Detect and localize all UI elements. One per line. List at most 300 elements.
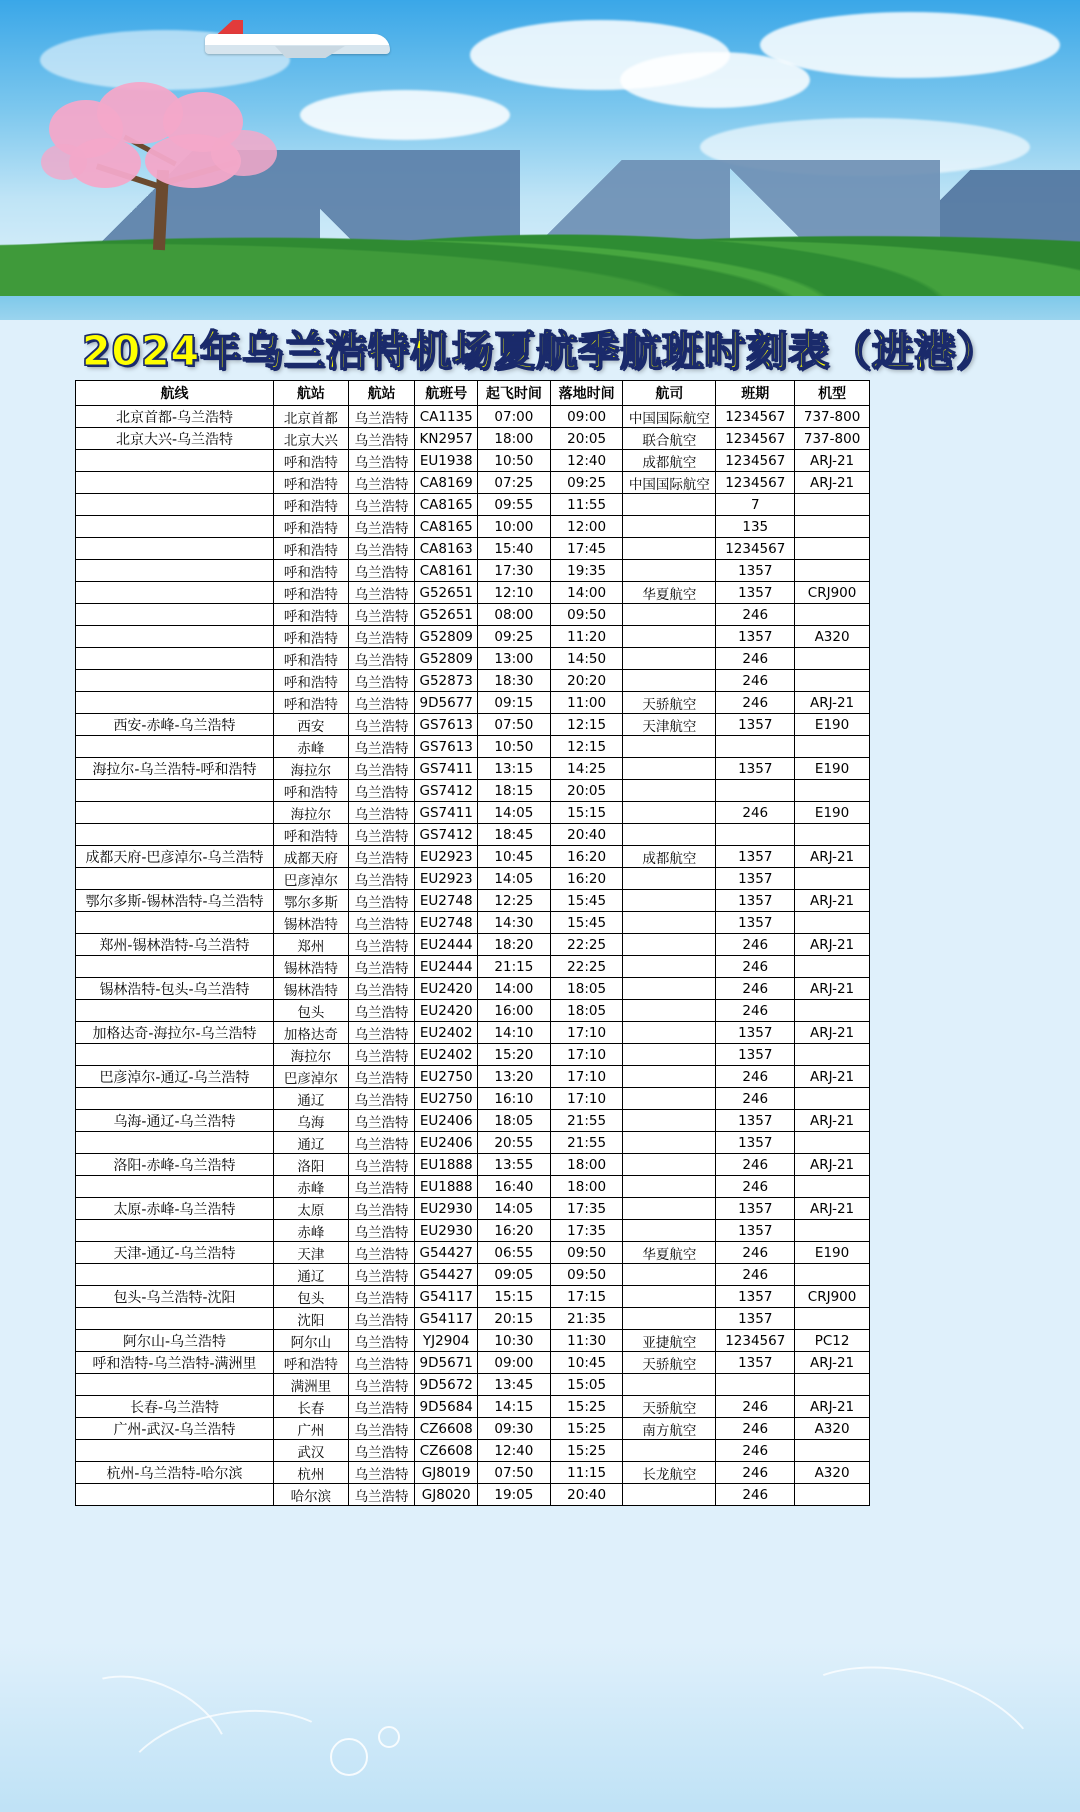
table-row [76,1154,870,1176]
cell-arrival: 09:50 [550,1264,623,1286]
cell-arrival: 09:50 [550,1242,623,1264]
column-header-airline: 航司 [623,381,716,406]
cell-flight-no: EU2923 [415,868,478,890]
cell-departure: 15:15 [478,1286,551,1308]
cell-days: 246 [716,1264,795,1286]
cell-flight-no: KN2957 [415,428,478,450]
cell-flight-no: 9D5684 [415,1396,478,1418]
cell-destination: 乌兰浩特 [348,582,415,604]
cell-aircraft [795,1044,870,1066]
cell-destination: 乌兰浩特 [348,780,415,802]
table-row [76,714,870,736]
cell-route: 巴彦淖尔-通辽-乌兰浩特 [76,1066,274,1088]
cell-route: 郑州-锡林浩特-乌兰浩特 [76,934,274,956]
table-row [76,1484,870,1506]
cell-origin: 天津 [273,1242,348,1264]
cell-destination: 乌兰浩特 [348,1264,415,1286]
cell-aircraft [795,604,870,626]
cell-days: 135 [716,516,795,538]
table-row [76,934,870,956]
cell-origin: 杭州 [273,1462,348,1484]
cell-aircraft [795,516,870,538]
cell-arrival: 14:00 [550,582,623,604]
cell-airline [623,1374,716,1396]
cell-arrival: 15:45 [550,890,623,912]
cell-aircraft: PC12 [795,1330,870,1352]
cell-flight-no: GJ8019 [415,1462,478,1484]
cell-aircraft: ARJ-21 [795,1154,870,1176]
cell-origin: 呼和浩特 [273,626,348,648]
table-row [76,846,870,868]
cell-airline [623,736,716,758]
cell-origin: 巴彦淖尔 [273,868,348,890]
cell-days: 246 [716,1066,795,1088]
cell-aircraft: E190 [795,714,870,736]
cell-route [76,560,274,582]
cell-origin: 北京首都 [273,406,348,428]
cell-aircraft [795,1484,870,1506]
table-row [76,428,870,450]
cell-route [76,824,274,846]
cell-days: 246 [716,934,795,956]
cell-aircraft [795,1374,870,1396]
cell-departure: 20:55 [478,1132,551,1154]
cell-arrival: 15:25 [550,1418,623,1440]
cell-destination: 乌兰浩特 [348,1044,415,1066]
bubble-shape [378,1726,400,1748]
cell-origin: 呼和浩特 [273,560,348,582]
cell-flight-no: EU2402 [415,1044,478,1066]
cell-flight-no: CA8169 [415,472,478,494]
cell-aircraft: ARJ-21 [795,1396,870,1418]
cell-aircraft [795,1176,870,1198]
cell-days: 246 [716,1000,795,1022]
cell-departure: 14:30 [478,912,551,934]
cell-departure: 09:15 [478,692,551,714]
cell-origin: 西安 [273,714,348,736]
cell-days: 1357 [716,1132,795,1154]
cell-destination: 乌兰浩特 [348,516,415,538]
cell-departure: 13:15 [478,758,551,780]
cell-departure: 21:15 [478,956,551,978]
cell-aircraft: ARJ-21 [795,846,870,868]
cell-departure: 15:20 [478,1044,551,1066]
cell-route [76,516,274,538]
cell-departure: 10:50 [478,450,551,472]
cell-route [76,956,274,978]
table-row [76,604,870,626]
cell-destination: 乌兰浩特 [348,934,415,956]
cell-route [76,1132,274,1154]
cell-route [76,1176,274,1198]
cell-flight-no: EU2750 [415,1066,478,1088]
cell-departure: 08:00 [478,604,551,626]
cell-route [76,670,274,692]
table-row [76,1264,870,1286]
cell-route [76,1374,274,1396]
cell-origin: 赤峰 [273,1220,348,1242]
cell-aircraft: ARJ-21 [795,692,870,714]
cell-airline [623,1286,716,1308]
cell-departure: 07:50 [478,714,551,736]
cell-origin: 呼和浩特 [273,780,348,802]
cell-aircraft [795,538,870,560]
cell-days: 246 [716,956,795,978]
cell-flight-no: EU2930 [415,1198,478,1220]
cell-arrival: 17:45 [550,538,623,560]
cell-destination: 乌兰浩特 [348,494,415,516]
cell-departure: 13:55 [478,1154,551,1176]
cell-aircraft: CRJ900 [795,1286,870,1308]
cell-flight-no: G54117 [415,1286,478,1308]
cell-airline: 天骄航空 [623,1352,716,1374]
table-row [76,516,870,538]
cell-origin: 成都天府 [273,846,348,868]
cell-route: 天津-通辽-乌兰浩特 [76,1242,274,1264]
cell-arrival: 09:25 [550,472,623,494]
cell-destination: 乌兰浩特 [348,802,415,824]
cell-route [76,1440,274,1462]
cell-arrival: 11:55 [550,494,623,516]
cell-aircraft [795,1132,870,1154]
cell-flight-no: G52809 [415,626,478,648]
cell-origin: 加格达奇 [273,1022,348,1044]
cell-route: 包头-乌兰浩特-沈阳 [76,1286,274,1308]
cell-flight-no: EU2930 [415,1220,478,1242]
cell-flight-no: EU2444 [415,934,478,956]
cell-departure: 09:00 [478,1352,551,1374]
cell-origin: 通辽 [273,1088,348,1110]
cell-flight-no: CZ6608 [415,1418,478,1440]
cell-aircraft: E190 [795,1242,870,1264]
table-row [76,582,870,604]
cell-origin: 哈尔滨 [273,1484,348,1506]
cell-arrival: 20:05 [550,780,623,802]
cell-arrival: 11:20 [550,626,623,648]
table-row [76,1396,870,1418]
cell-route [76,780,274,802]
cell-airline: 天骄航空 [623,1396,716,1418]
cell-destination: 乌兰浩特 [348,670,415,692]
cell-departure: 10:50 [478,736,551,758]
cell-flight-no: CA8165 [415,516,478,538]
cell-route: 洛阳-赤峰-乌兰浩特 [76,1154,274,1176]
cell-destination: 乌兰浩特 [348,406,415,428]
lake-water [0,296,1080,320]
cell-departure: 14:05 [478,802,551,824]
cell-route [76,1264,274,1286]
cell-route [76,1000,274,1022]
cell-origin: 通辽 [273,1132,348,1154]
cell-aircraft: ARJ-21 [795,1022,870,1044]
cell-arrival: 17:10 [550,1022,623,1044]
cell-arrival: 09:00 [550,406,623,428]
table-row [76,1110,870,1132]
cell-airline: 亚捷航空 [623,1330,716,1352]
cell-origin: 呼和浩特 [273,670,348,692]
column-header-aircraft: 机型 [795,381,870,406]
cell-arrival: 16:20 [550,846,623,868]
cell-aircraft [795,1000,870,1022]
cell-flight-no: EU2420 [415,1000,478,1022]
cell-arrival: 22:25 [550,934,623,956]
cell-arrival: 18:05 [550,1000,623,1022]
cell-destination: 乌兰浩特 [348,1066,415,1088]
cell-flight-no: EU2406 [415,1110,478,1132]
cell-departure: 20:15 [478,1308,551,1330]
cell-days: 246 [716,1176,795,1198]
cell-origin: 北京大兴 [273,428,348,450]
cell-airline [623,1440,716,1462]
cell-origin: 沈阳 [273,1308,348,1330]
cell-airline: 南方航空 [623,1418,716,1440]
cell-flight-no: G52873 [415,670,478,692]
cell-aircraft [795,494,870,516]
cell-airline [623,1110,716,1132]
cell-aircraft: E190 [795,802,870,824]
cell-origin: 乌海 [273,1110,348,1132]
swirl-shape [766,1642,1058,1812]
table-row [76,758,870,780]
cell-arrival: 17:35 [550,1220,623,1242]
cell-destination: 乌兰浩特 [348,736,415,758]
cell-route: 成都天府-巴彦淖尔-乌兰浩特 [76,846,274,868]
cell-flight-no: EU1888 [415,1176,478,1198]
cell-arrival: 11:15 [550,1462,623,1484]
cell-origin: 包头 [273,1286,348,1308]
cell-flight-no: EU2748 [415,912,478,934]
cell-arrival: 16:20 [550,868,623,890]
cell-airline [623,824,716,846]
cell-days: 1357 [716,582,795,604]
cell-destination: 乌兰浩特 [348,1242,415,1264]
cell-days: 246 [716,648,795,670]
cell-route [76,494,274,516]
cell-flight-no: CZ6608 [415,1440,478,1462]
cell-airline [623,802,716,824]
cell-route: 北京首都-乌兰浩特 [76,406,274,428]
cell-days: 246 [716,978,795,1000]
cell-arrival: 18:00 [550,1176,623,1198]
cell-destination: 乌兰浩特 [348,648,415,670]
cell-arrival: 12:15 [550,736,623,758]
cell-aircraft [795,824,870,846]
cell-flight-no: GS7411 [415,802,478,824]
cell-origin: 太原 [273,1198,348,1220]
flight-schedule-table-container [75,380,870,1506]
cell-days: 1357 [716,846,795,868]
table-row [76,890,870,912]
cell-destination: 乌兰浩特 [348,1308,415,1330]
cell-route: 太原-赤峰-乌兰浩特 [76,1198,274,1220]
cloud-shape [300,90,510,140]
cell-departure: 13:20 [478,1066,551,1088]
table-row [76,1440,870,1462]
airplane-icon [205,20,400,62]
cell-aircraft [795,648,870,670]
cell-days [716,736,795,758]
cell-flight-no: CA8161 [415,560,478,582]
cell-flight-no: EU2444 [415,956,478,978]
cell-aircraft: 737-800 [795,428,870,450]
cell-airline [623,1308,716,1330]
cell-airline: 联合航空 [623,428,716,450]
table-row [76,868,870,890]
cell-arrival: 21:55 [550,1110,623,1132]
table-row [76,1044,870,1066]
cell-airline [623,1000,716,1022]
cell-route [76,538,274,560]
cell-airline: 长龙航空 [623,1462,716,1484]
page-title: 2024年乌兰浩特机场夏航季航班时刻表（进港） [81,327,999,375]
cell-aircraft: ARJ-21 [795,978,870,1000]
cell-arrival: 22:25 [550,956,623,978]
cell-arrival: 18:00 [550,1154,623,1176]
table-row [76,1022,870,1044]
cell-route: 长春-乌兰浩特 [76,1396,274,1418]
cell-departure: 14:10 [478,1022,551,1044]
cell-destination: 乌兰浩特 [348,758,415,780]
cell-days: 1357 [716,758,795,780]
cell-aircraft [795,1264,870,1286]
cell-destination: 乌兰浩特 [348,1330,415,1352]
cell-origin: 长春 [273,1396,348,1418]
cell-origin: 呼和浩特 [273,1352,348,1374]
cell-destination: 乌兰浩特 [348,626,415,648]
cell-days: 246 [716,802,795,824]
cell-departure: 06:55 [478,1242,551,1264]
cell-flight-no: G52809 [415,648,478,670]
cell-origin: 巴彦淖尔 [273,1066,348,1088]
cell-route: 阿尔山-乌兰浩特 [76,1330,274,1352]
cell-flight-no: EU2923 [415,846,478,868]
cell-origin: 呼和浩特 [273,692,348,714]
cell-origin: 呼和浩特 [273,582,348,604]
cell-destination: 乌兰浩特 [348,868,415,890]
cell-flight-no: GS7613 [415,714,478,736]
cell-days: 246 [716,1154,795,1176]
cell-flight-no: YJ2904 [415,1330,478,1352]
column-header-days: 班期 [716,381,795,406]
cell-destination: 乌兰浩特 [348,450,415,472]
cell-flight-no: 9D5671 [415,1352,478,1374]
table-row [76,1352,870,1374]
cell-aircraft: CRJ900 [795,582,870,604]
cell-departure: 07:25 [478,472,551,494]
cell-airline: 华夏航空 [623,582,716,604]
cell-airline [623,758,716,780]
cell-departure: 14:00 [478,978,551,1000]
cell-airline: 中国国际航空 [623,472,716,494]
cell-arrival: 20:05 [550,428,623,450]
cell-origin: 赤峰 [273,1176,348,1198]
table-row [76,802,870,824]
cell-arrival: 15:25 [550,1440,623,1462]
cell-origin: 海拉尔 [273,758,348,780]
cell-aircraft: ARJ-21 [795,890,870,912]
cell-arrival: 17:35 [550,1198,623,1220]
cell-origin: 呼和浩特 [273,824,348,846]
cell-departure: 18:20 [478,934,551,956]
cell-days: 1234567 [716,1330,795,1352]
cell-airline [623,890,716,912]
cell-origin: 呼和浩特 [273,538,348,560]
cell-destination: 乌兰浩特 [348,1000,415,1022]
cell-days: 246 [716,1418,795,1440]
cell-origin: 呼和浩特 [273,516,348,538]
cell-departure: 16:40 [478,1176,551,1198]
header-banner-image [0,0,1080,320]
cell-airline [623,604,716,626]
cell-airline [623,648,716,670]
cell-departure: 13:00 [478,648,551,670]
cell-airline [623,1044,716,1066]
cell-route [76,582,274,604]
cell-departure: 18:00 [478,428,551,450]
cell-days: 1234567 [716,450,795,472]
table-row [76,1374,870,1396]
cell-airline [623,560,716,582]
cell-aircraft [795,1220,870,1242]
cell-origin: 呼和浩特 [273,494,348,516]
cell-arrival: 15:15 [550,802,623,824]
cell-route: 西安-赤峰-乌兰浩特 [76,714,274,736]
cell-route [76,1088,274,1110]
cell-destination: 乌兰浩特 [348,1352,415,1374]
cell-departure: 10:00 [478,516,551,538]
cell-route [76,626,274,648]
cell-arrival: 15:25 [550,1396,623,1418]
cell-aircraft: ARJ-21 [795,450,870,472]
cell-origin: 呼和浩特 [273,604,348,626]
cell-destination: 乌兰浩特 [348,1088,415,1110]
cell-origin: 满洲里 [273,1374,348,1396]
cell-route [76,692,274,714]
cell-destination: 乌兰浩特 [348,1484,415,1506]
table-row [76,494,870,516]
cell-departure: 14:05 [478,868,551,890]
cell-flight-no: EU2748 [415,890,478,912]
cell-origin: 呼和浩特 [273,472,348,494]
cell-route: 呼和浩特-乌兰浩特-满洲里 [76,1352,274,1374]
cell-destination: 乌兰浩特 [348,978,415,1000]
cell-days: 246 [716,1242,795,1264]
cell-departure: 10:45 [478,846,551,868]
table-row [76,1132,870,1154]
cell-origin: 呼和浩特 [273,450,348,472]
cell-airline [623,516,716,538]
cell-departure: 15:40 [478,538,551,560]
cell-flight-no: GS7613 [415,736,478,758]
cell-origin: 洛阳 [273,1154,348,1176]
cell-flight-no: CA8165 [415,494,478,516]
cell-arrival: 17:10 [550,1066,623,1088]
cell-origin: 通辽 [273,1264,348,1286]
cell-aircraft: ARJ-21 [795,1352,870,1374]
cell-days: 246 [716,692,795,714]
cell-departure: 09:30 [478,1418,551,1440]
cell-flight-no: 9D5672 [415,1374,478,1396]
cell-days: 1357 [716,868,795,890]
column-header-flight-no: 航班号 [415,381,478,406]
cell-origin: 海拉尔 [273,1044,348,1066]
cell-airline [623,1484,716,1506]
cell-airline [623,1220,716,1242]
cell-aircraft [795,1308,870,1330]
cell-arrival: 12:00 [550,516,623,538]
cell-arrival: 19:35 [550,560,623,582]
table-row [76,1066,870,1088]
